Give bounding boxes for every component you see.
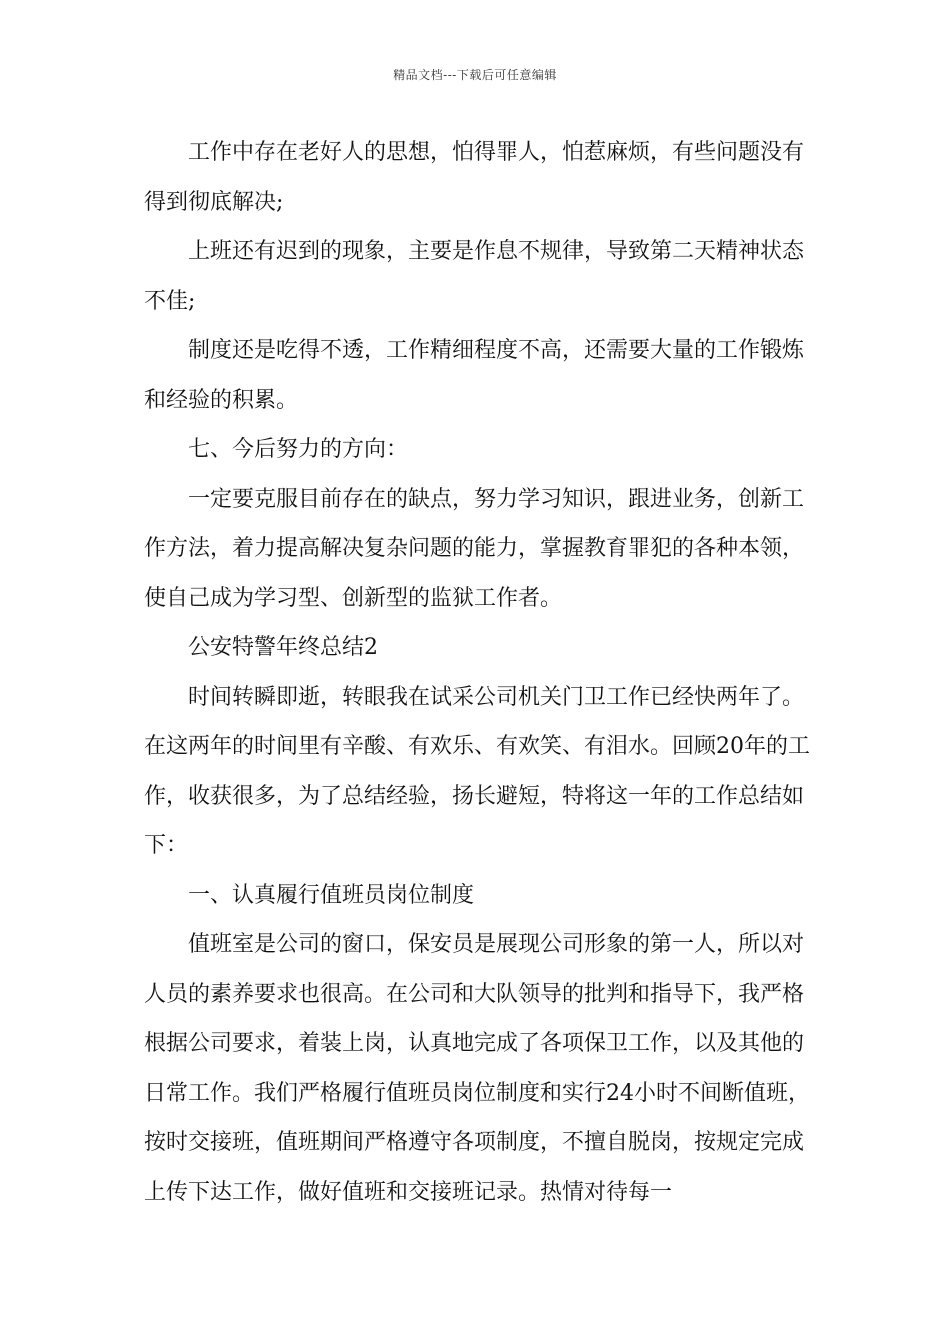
- section-heading-1: 一、认真履行值班员岗位制度: [188, 882, 475, 908]
- paragraph-5: 一定要克服目前存在的缺点，努力学习知识，跟进业务，创新工作方法，着力提高解决复杂问题的能力，掌握教育罪犯的各种本领，使自己成为学习型、创新型的监狱工作者。: [144, 486, 805, 611]
- paragraph-2: 上班还有迟到的现象，主要是作息不规律，导致第二天精神状态不佳;: [144, 239, 805, 314]
- paragraph-9: 值班室是公司的窗口，保安员是展现公司形象的第一人，所以对人员的素养要求也很高。在公司和大队领导的批判和指导下，我严格根据公司要求，着装上岗，认真地完成了各项保卫工作，以及其他的日常工作。我们严格履行值班员岗位制度和实行24小时不间断值班，按时交接班，值班期间严格遵守各项制度，不擅自脱岗，按规定完成上传下达工作，做好值班和交接班记录。热情对待每一: [144, 932, 810, 1205]
- page-header: 精品文档---下载后可任意编辑: [393, 68, 557, 82]
- document-body: [144, 128, 816, 1217]
- section-heading-7: 七、今后努力的方向：: [188, 437, 409, 462]
- paragraph-1: 工作中存在老好人的思想，怕得罪人，怕惹麻烦，有些问题没有得到彻底解决;: [144, 140, 805, 215]
- paragraph-3: 制度还是吃得不透，工作精细程度不高，还需要大量的工作锻炼和经验的积累。: [144, 338, 805, 413]
- paragraph-7: 时间转瞬即逝，转眼我在试采公司机关门卫工作已经快两年了。在这两年的时间里有辛酸、有欢乐、有欢笑、有泪水。回顾20年的工作，收获很多，为了总结经验，扬长避短，特将这一年的工作总结如下：: [144, 684, 810, 858]
- document-title-2: 公安特警年终总结2: [188, 635, 378, 660]
